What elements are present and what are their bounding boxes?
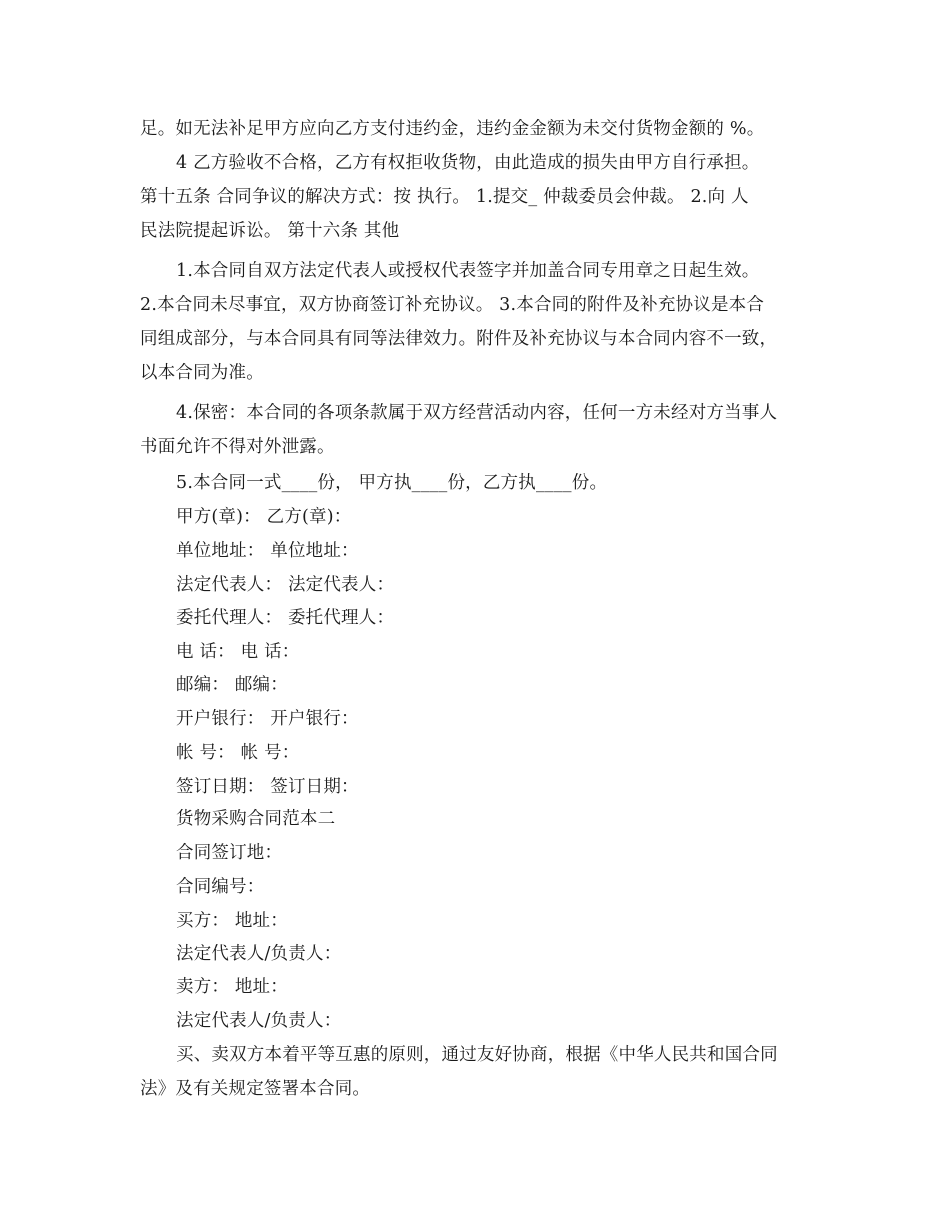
signature-field-line: 委托代理人： 委托代理人：: [176, 608, 395, 628]
paragraph-line: 第十五条 合同争议的解决方式：按 执行。 1.提交_ 仲裁委员会仲裁。 2.向 人: [140, 187, 749, 207]
signature-field-line: 甲方(章)： 乙方(章)：: [176, 507, 352, 527]
contract-field-line: 法定代表人/负责人：: [176, 944, 342, 964]
paragraph-line: 4.保密：本合同的各项条款属于双方经营活动内容，任何一方未经对方当事人: [176, 403, 778, 423]
paragraph-line: 以本合同为准。: [140, 363, 264, 383]
contract-field-line: 法定代表人/负责人：: [176, 1011, 342, 1031]
paragraph-line: 4 乙方验收不合格，乙方有权拒收货物，由此造成的损失由甲方自行承担。: [176, 153, 760, 173]
signature-field-line: 签订日期： 签订日期：: [176, 777, 359, 797]
contract-field-line: 合同签订地：: [176, 843, 283, 863]
contract-field-line: 合同编号：: [176, 877, 265, 897]
signature-field-line: 单位地址： 单位地址：: [176, 541, 359, 561]
paragraph-line: 书面允许不得对外泄露。: [140, 437, 335, 457]
paragraph-line: 民法院提起诉讼。 第十六条 其他: [140, 221, 400, 241]
contract-field-line: 卖方： 地址：: [176, 977, 288, 997]
signature-field-line: 帐 号： 帐 号：: [176, 743, 300, 763]
contract-field-line: 买方： 地址：: [176, 911, 288, 931]
paragraph-line: 买、卖双方本着平等互惠的原则，通过友好协商，根据《中华人民共和国合同: [176, 1045, 778, 1065]
section-title: 货物采购合同范本二: [176, 809, 336, 829]
paragraph-line: 足。如无法补足甲方应向乙方支付违约金，违约金金额为未交付货物金额的 %。: [140, 119, 765, 139]
signature-field-line: 开户银行： 开户银行：: [176, 709, 359, 729]
paragraph-line: 1.本合同自双方法定代表人或授权代表签字并加盖合同专用章之日起生效。: [176, 261, 760, 281]
paragraph-line: 5.本合同一式____份， 甲方执____份，乙方执____份。: [176, 473, 608, 493]
paragraph-line: 2.本合同未尽事宜，双方协商签订补充协议。 3.本合同的附件及补充协议是本合: [140, 295, 765, 315]
paragraph-line: 同组成部分，与本合同具有同等法律效力。附件及补充协议与本合同内容不一致，: [140, 329, 778, 349]
signature-field-line: 邮编： 邮编：: [176, 675, 288, 695]
paragraph-line: 法》及有关规定签署本合同。: [140, 1079, 371, 1099]
signature-field-line: 法定代表人： 法定代表人：: [176, 575, 395, 595]
signature-field-line: 电 话： 电 话：: [176, 642, 300, 662]
